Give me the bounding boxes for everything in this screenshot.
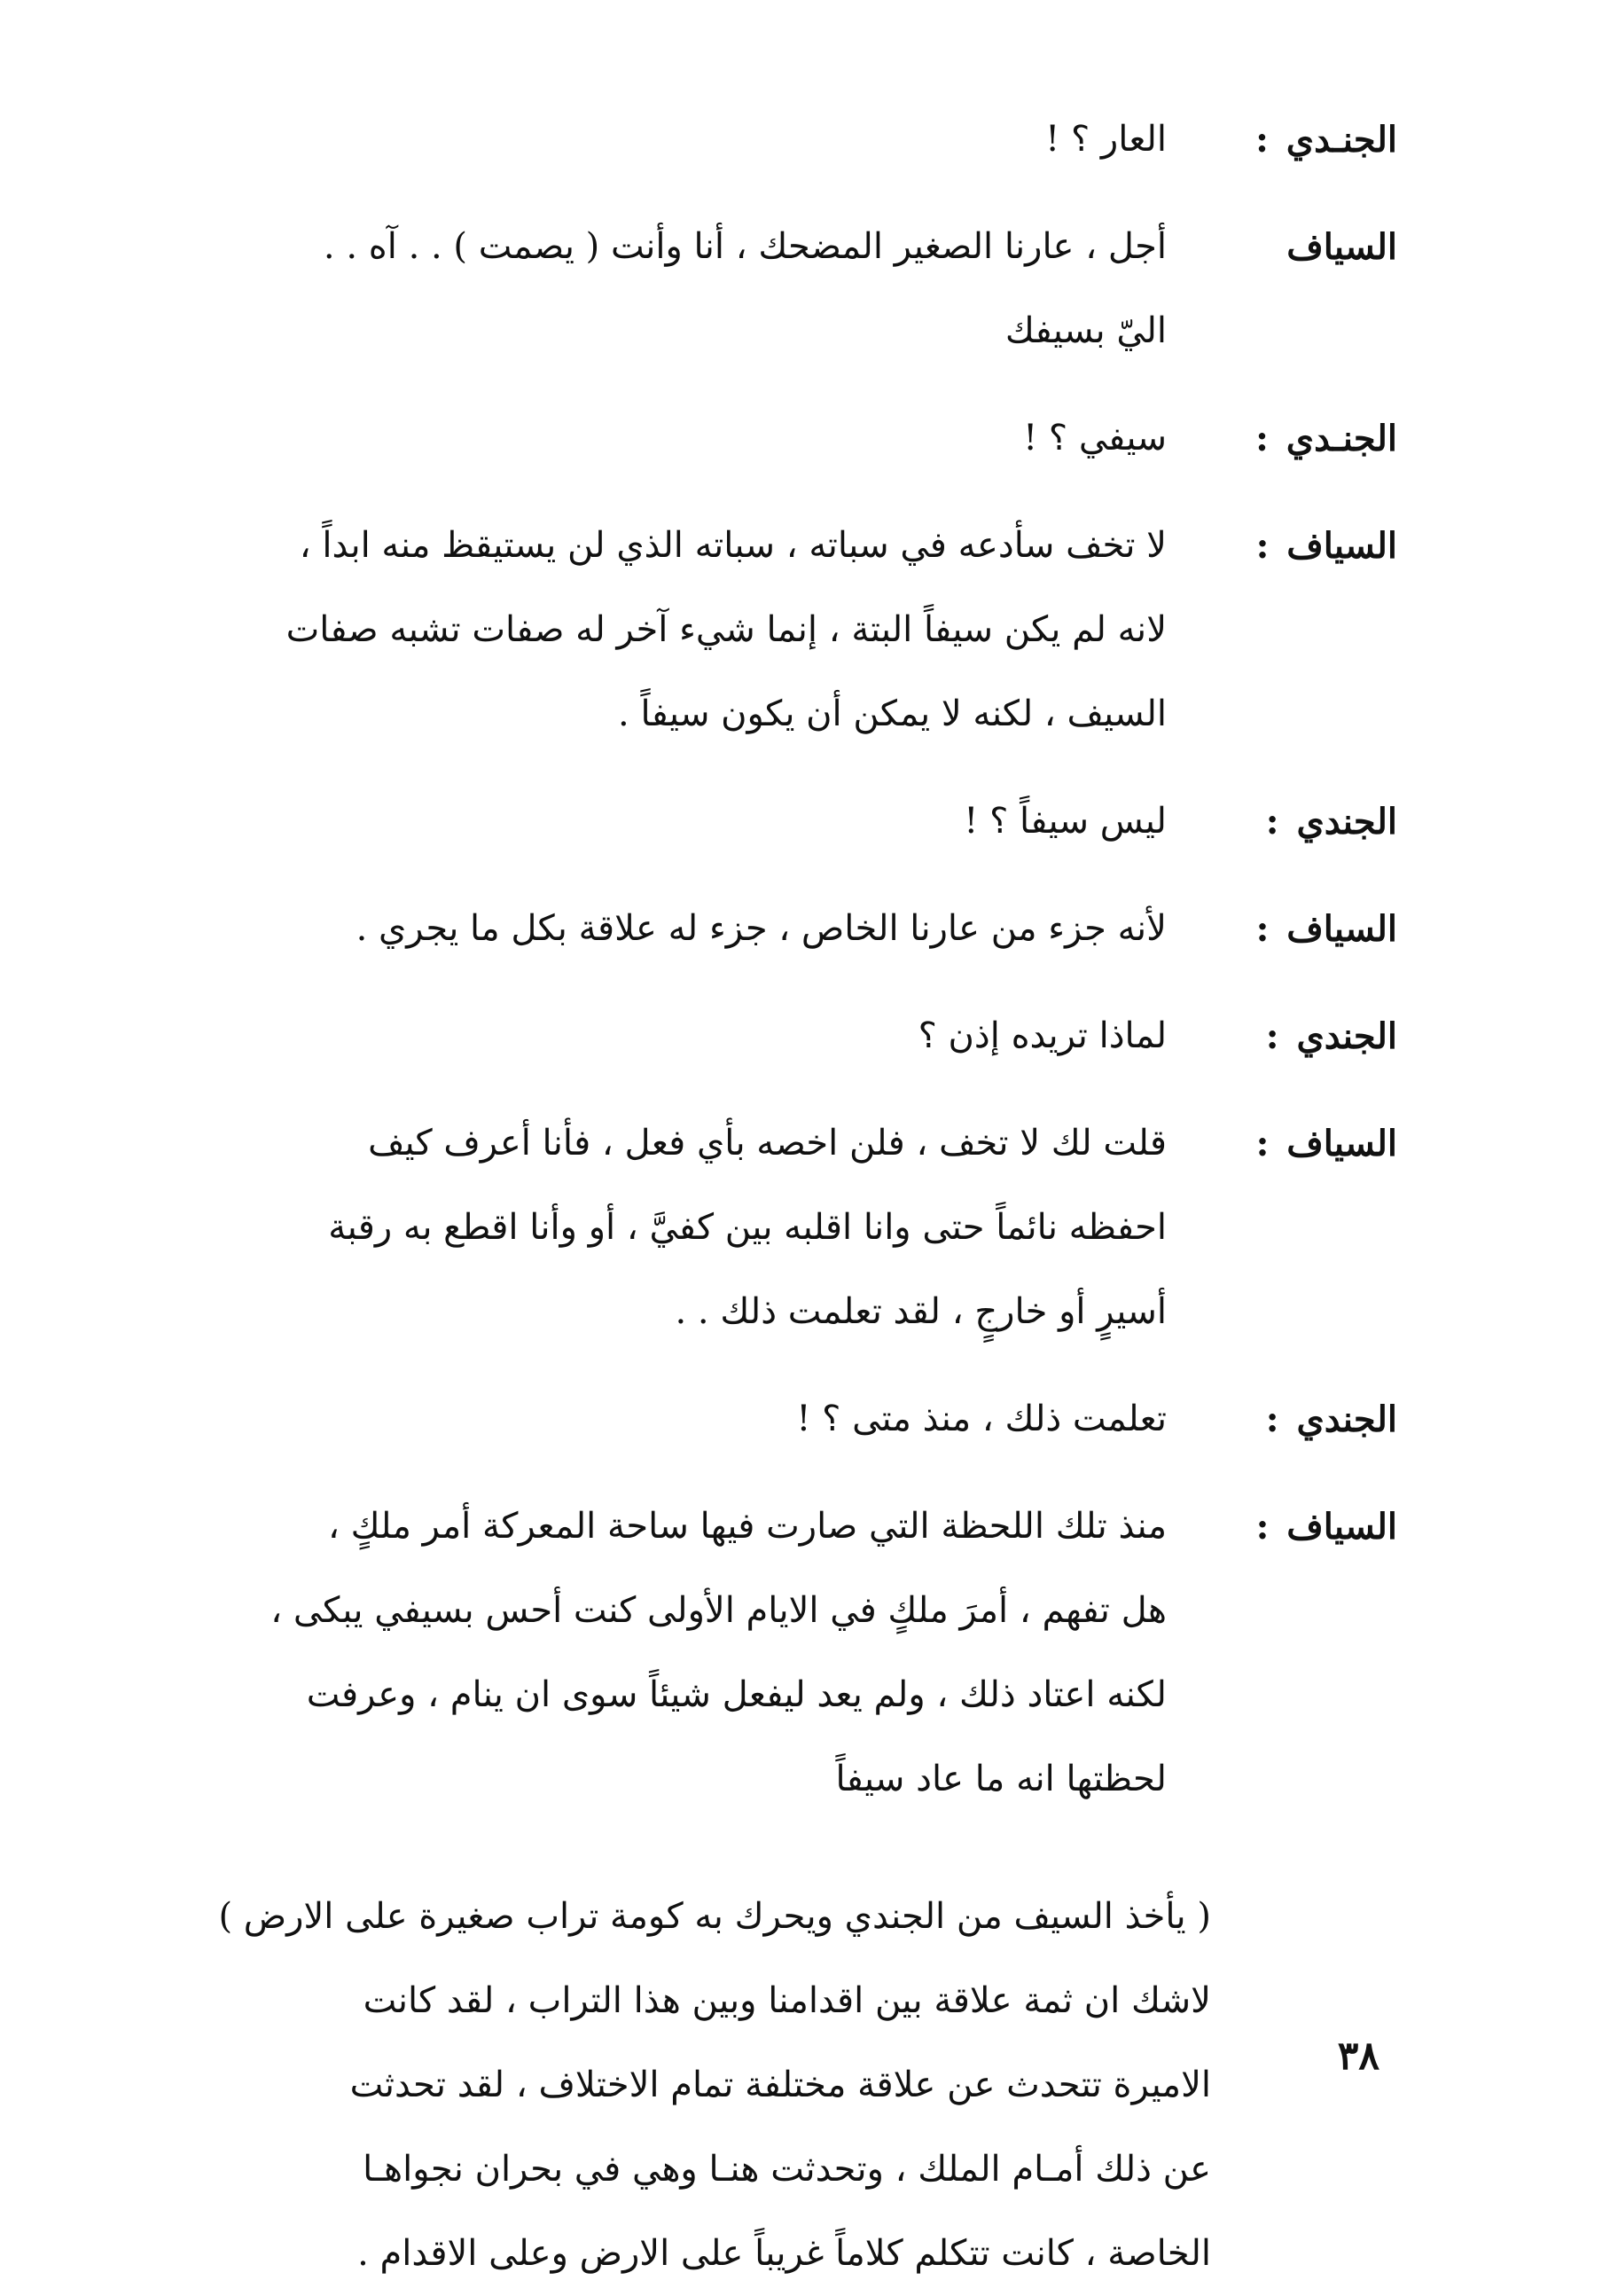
stage-line: الخاصة ، كانت تتكلم كلاماً غريباً على الارض وعلى الاقدام . [357,2233,1211,2274]
speaker-colon: : [1255,1123,1270,1164]
speech-line: قلت لك لا تخف ، فلن اخصه بأي فعل ، فأنا أعرف كيف [368,1123,1167,1164]
speaker-label: السياف [1286,226,1397,268]
speaker-colon: : [1265,1015,1279,1057]
speech-text [204,1485,1167,1822]
dialogue-entry [204,98,1397,182]
book-page [204,98,1397,2274]
speaker-label: الجنـدي [1286,119,1397,161]
speech-line: هل تفهم ، أمرَ ملكٍ في الايام الأولى كنت أحس بسيفي يبكى ، [270,1590,1167,1631]
speech-line: السيف ، لكنه لا يمكن أن يكون سيفاً . [618,694,1167,734]
stage-line: الاميرة تتحدث عن علاقة مختلفة تمام الاختلاف ، لقد تحدثت [349,2065,1211,2105]
stage-line: ( يأخذ السيف من الجندي ويحرك به كومة تراب صغيرة على الارض ) [218,1896,1211,1937]
speech-text [204,1101,1167,1354]
speaker-label: الجنـدي [1286,418,1397,459]
speech-text [204,994,1167,1078]
page-number: ٣٨ [1337,2033,1379,2079]
dialogue-entry [204,1377,1397,1461]
speech-text [204,396,1167,481]
dialogue-entry [204,1485,1397,1822]
speech-line: أجل ، عارنا الصغير المضحك ، أنا وأنت ( يصمت ) . . آه . . [323,226,1167,267]
speaker-name [1167,780,1397,864]
speaker-label: السياف [1286,1506,1397,1548]
speaker-label: الجندي [1296,1399,1397,1440]
speech-line: لماذا تريده إذن ؟ [918,1015,1167,1056]
speech-text [204,887,1167,971]
dialogue-entry [204,396,1397,481]
speaker-label: الجندي [1296,801,1397,842]
speaker-name [1167,98,1397,182]
speech-line: احفظه نائماً حتى وانا اقلبه بين كفيَّ ، أو وأنا اقطع به رقبة [328,1207,1167,1248]
speaker-name [1167,1101,1397,1186]
speaker-name [1167,1485,1397,1569]
speech-text [204,1377,1167,1461]
dialogue-entry [204,205,1397,373]
speaker-name [1167,396,1397,481]
speech-line: لكنه اعتاد ذلك ، ولم يعد ليفعل شيئاً سوى ان ينام ، وعرفت [306,1674,1167,1715]
speech-text [204,98,1167,182]
stage-direction [204,1875,1211,2296]
speech-text [204,504,1167,756]
speaker-colon: : [1255,418,1269,459]
speaker-name [1167,887,1397,971]
speech-line: لحظتها انه ما عاد سيفاً [835,1759,1167,1799]
speaker-label: السياف [1286,908,1397,950]
speech-line: منذ تلك اللحظة التي صارت فيها ساحة المعركة أمر ملكٍ ، [327,1506,1167,1547]
speaker-colon: : [1255,908,1270,950]
speaker-name [1167,994,1397,1078]
speech-line: لأنه جزء من عارنا الخاص ، جزء له علاقة بكل ما يجري . [356,908,1167,949]
speaker-label: السياف [1286,525,1397,567]
dialogue-entry [204,504,1397,756]
speaker-colon: : [1255,119,1269,161]
speech-line: لانه لم يكن سيفاً البتة ، إنما شيء آخر له صفات تشبه صفات [285,609,1167,650]
speech-line: أسيرٍ أو خارجٍ ، لقد تعلمت ذلك . . [675,1291,1167,1332]
speech-text [204,780,1167,864]
speaker-colon: : [1255,525,1270,567]
speaker-colon: : [1265,801,1279,842]
speech-line: العار ؟ ! [1045,119,1167,160]
speaker-label: الجندي [1296,1015,1397,1057]
stage-line: لاشك ان ثمة علاقة بين اقدامنا وبين هذا التراب ، لقد كانت [363,1980,1211,2021]
dialogue-entry [204,994,1397,1078]
speaker-colon: : [1265,1399,1279,1440]
speaker-name [1167,1377,1397,1461]
speaker-colon: : [1255,1506,1270,1548]
speech-line: ليس سيفاً ؟ ! [964,801,1167,842]
dialogue [204,98,1397,1845]
speech-line: تعلمت ذلك ، منذ متى ؟ ! [796,1399,1167,1439]
stage-line: عن ذلك أمـام الملك ، وتحدثت هنـا وهي في بحران نجواهـا [363,2149,1211,2190]
speaker-name [1167,205,1397,289]
dialogue-entry [204,887,1397,971]
speech-line: سيفي ؟ ! [1023,418,1167,458]
dialogue-entry [204,780,1397,864]
speech-line: لا تخف سأدعه في سباته ، سباته الذي لن يستيقظ منه ابداً ، [299,525,1167,566]
dialogue-entry [204,1101,1397,1354]
speaker-label: السياف [1286,1123,1397,1164]
speech-text [204,205,1167,373]
speaker-name [1167,504,1397,588]
speech-line: اليّ بسيفك [1004,310,1167,351]
